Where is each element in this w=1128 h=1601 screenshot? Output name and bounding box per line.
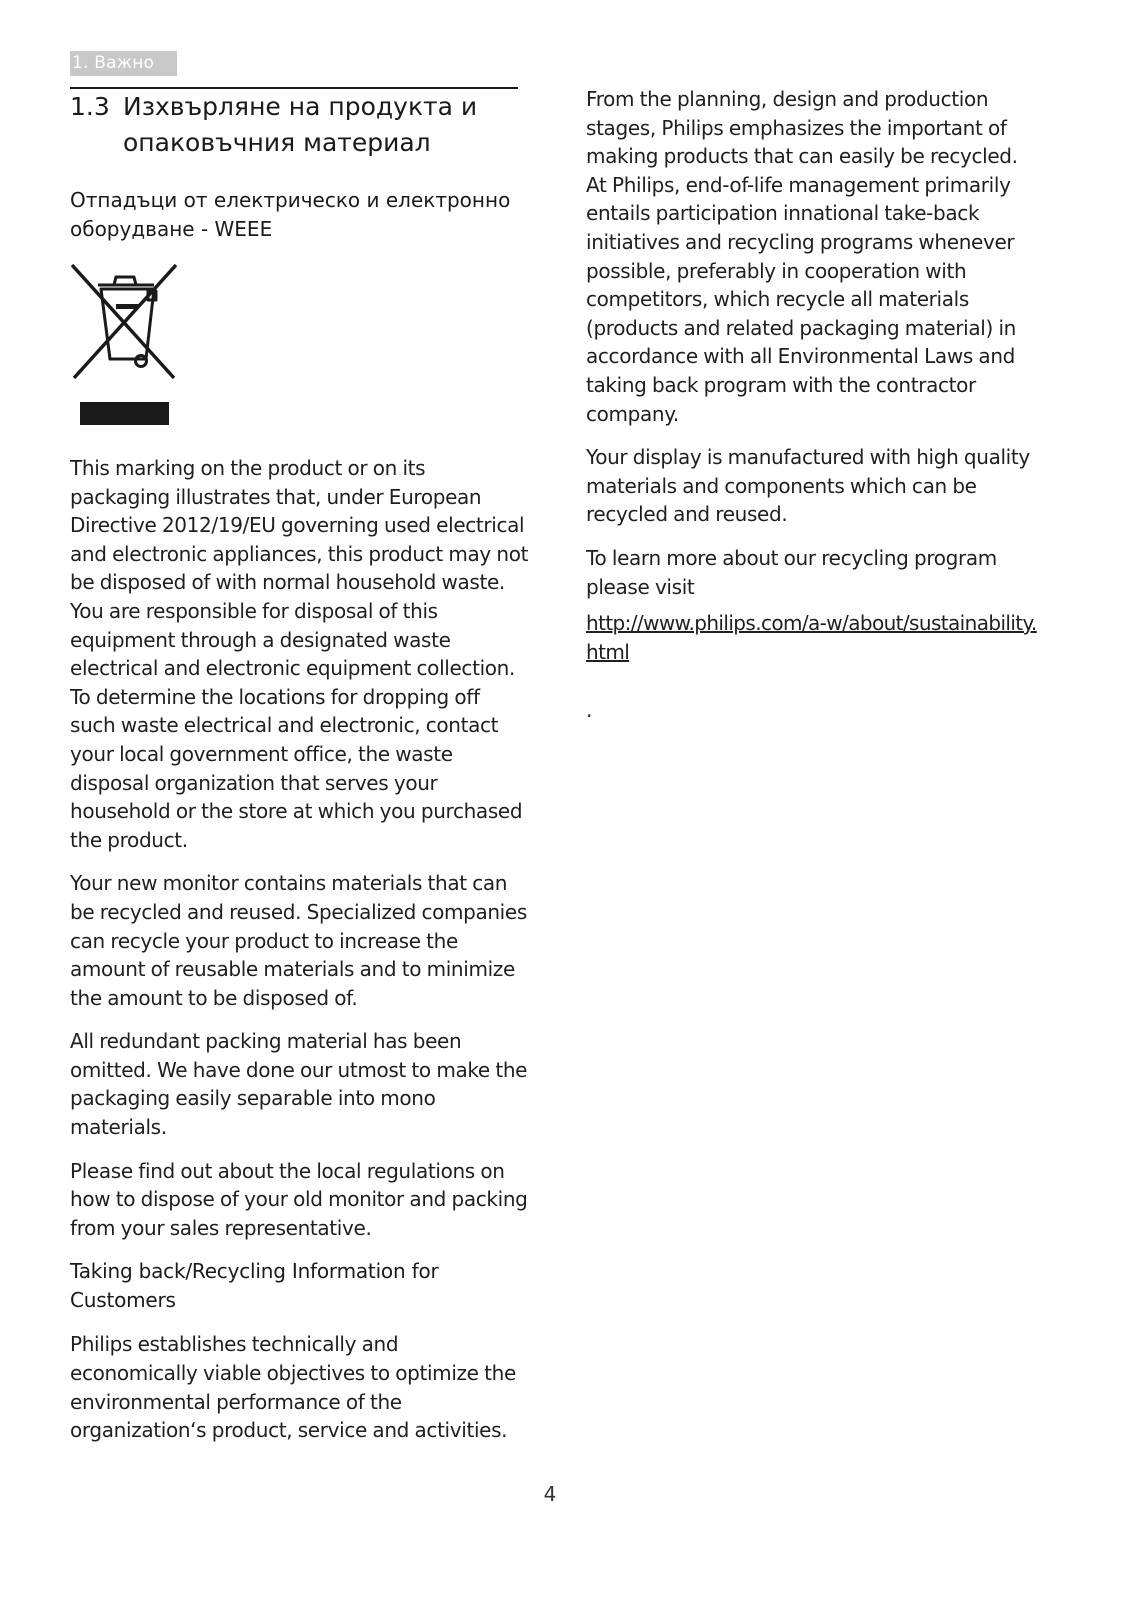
paragraph-local-regulations: Please find out about the local regulations on how to dispose of your old monitor and packing from your sales representative. [70,1158,528,1240]
chapter-tab: 1. Важно [70,51,177,76]
crossed-out-wheelie-bin-icon [68,261,182,427]
trailing-dot: . [586,698,593,723]
paragraph-packing-material: All redundant packing material has been omitted. We have done our utmost to make the packaging easily separable into mono materials. [70,1029,528,1140]
paragraph-weee-marking: This marking on the product or on its packaging illustrates that, under European Directive 2012/19/EU governing used electrical and electronic appliances, this product may not be disposed of with normal household waste. You are responsible for disposal of this equipment through a designated waste electrical and electronic equipment collection. To determine the locations for dropping off such waste electrical and electronic, contact your local government office, the waste disposal organization that serves your household or the store at which you purchased the product. [70,456,529,852]
take-back-heading: Taking back/Recycling Information for Customers [70,1259,439,1313]
paragraph-philips-objectives: Philips establishes technically and economically viable objectives to optimize the environmental performance of the organization‘s product, service and activities. [70,1332,516,1443]
section-title [70,89,530,161]
left-column [70,454,530,1460]
page-number: 4 [543,1482,557,1506]
section-number: 1.3 [70,92,110,121]
paragraph-display-materials: Your display is manufactured with high quality materials and components which can be recycled and reused. [586,445,1030,527]
right-column [586,85,1041,724]
weee-subheading: Отпадъци от електрическо и електронно оборудване - WEEE [70,188,511,241]
section-title-text: Изхвърляне на продукта и опаковъчния материал [123,92,478,157]
paragraph-planning-design: From the planning, design and production stages, Philips emphasizes the important of making products that can easily be recycled. At Philips, end-of-life management primarily entails participation innational take-back initiatives and recycling programs whenever possible, preferably in cooperation with competitors, which recycle all materials (products and related packaging material) in accordance with all Environmental Laws and taking back program with the contractor company. [586,87,1018,426]
sustainability-link[interactable]: http://www.philips.com/a-w/about/sustainability.html [586,611,1037,664]
paragraph-recyclable-materials: Your new monitor contains materials that can be recycled and reused. Specialized companies can recycle your product to increase the amount of reusable materials and to minimize the amount to be disposed of. [70,871,527,1010]
paragraph-learn-more: To learn more about our recycling program please visit [586,545,997,599]
